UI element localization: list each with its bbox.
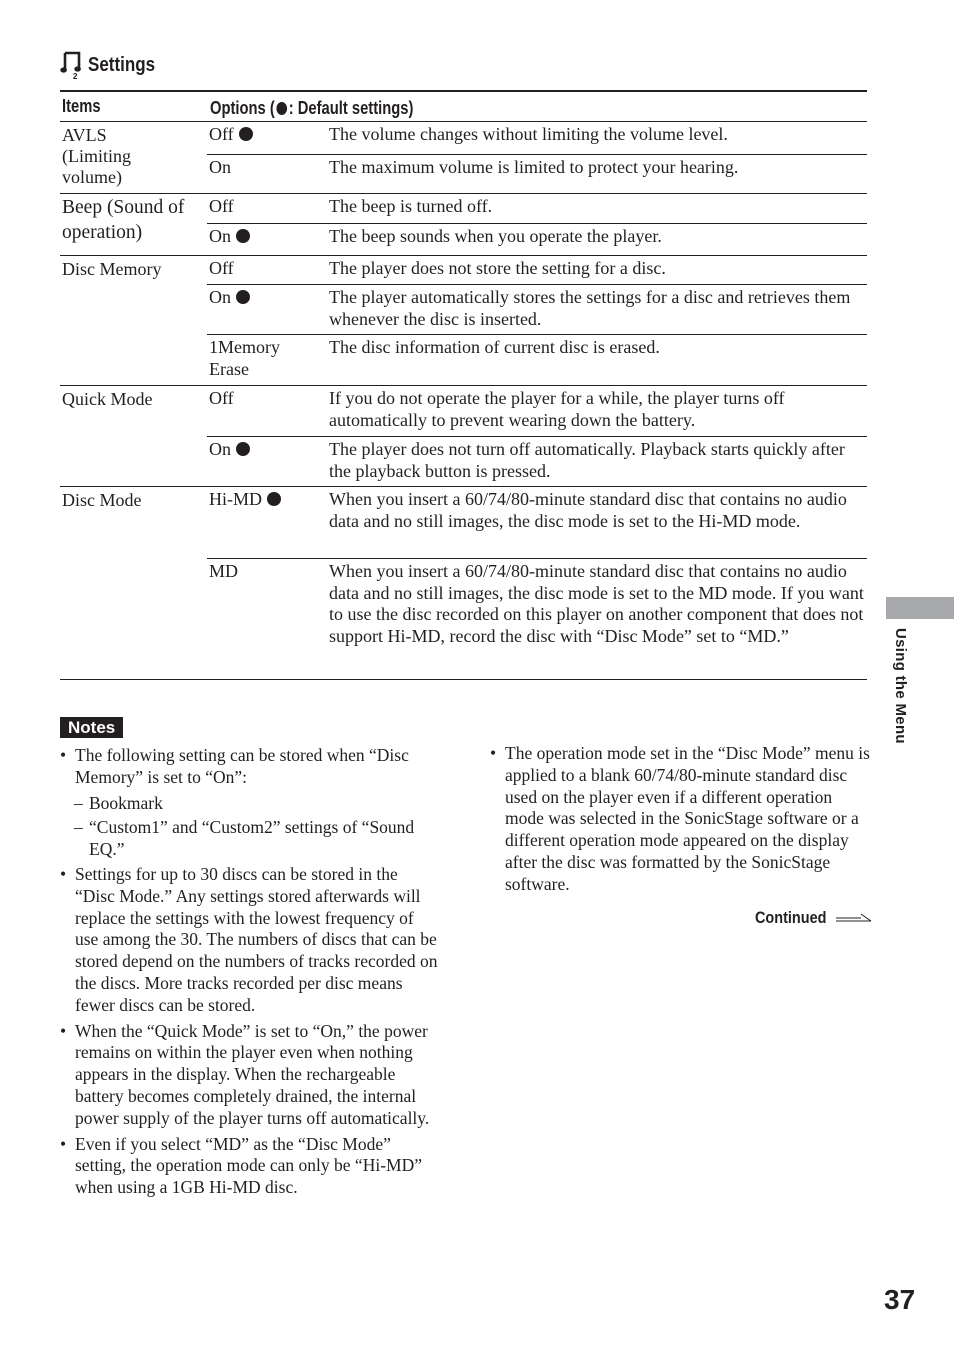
note-item: • The following setting can be stored when “Disc Memory” is set to “On”: [60, 745, 440, 789]
default-bullet-icon [239, 127, 253, 141]
table-row-disc-memory [60, 256, 867, 386]
item-label: Disc Memory [62, 259, 162, 279]
section-heading [60, 50, 167, 80]
settings-table [60, 90, 867, 680]
note-item: • When the “Quick Mode” is set to “On,” the power remains on within the player even when nothing appears in the display. When the rechargeable battery becomes completely drained, the internal power supply of the player turns off automatically. [60, 1021, 440, 1130]
option-row: Off The player does not store the setting for a disc. [207, 256, 867, 285]
note-item: • Settings for up to 30 discs can be stored in the “Disc Mode.” Any settings stored afterwards will replace the settings with the lowest frequency of use among the 30. The numbers of discs that can be stored depend on the numbers of tracks recorded on the discs. More tracks recorded per disc means fewer discs can be stored. [60, 864, 440, 1017]
table-row-quick-mode [60, 386, 867, 487]
header-options: Options ( : Default settings) [210, 98, 414, 118]
option-row: MD When you insert a 60/74/80-minute standard disc that contains no audio data and no still images, the disc mode is set to the MD mode. If you want to use the disc recorded on this player on another component that does not support Hi-MD, record the disc with “Disc Mode” set to “MD.” [207, 559, 867, 679]
option-description: The player does not store the setting for a disc. [329, 258, 666, 278]
item-label: Disc Mode [62, 490, 142, 510]
note-subitem: – Bookmark [74, 792, 163, 813]
item-label: AVLS (Limiting volume) [62, 125, 131, 187]
notes-right-column [490, 743, 870, 900]
option-row: On The player does not turn off automatically. Playback starts quickly after the playback button is pressed. [207, 437, 867, 486]
option-description: The volume changes without limiting the volume level. [329, 124, 728, 144]
option-description: If you do not operate the player for a while, the player turns off automatically to prevent wearing down the battery. [329, 388, 785, 430]
table-row-disc-mode [60, 487, 867, 680]
option-row: Off If you do not operate the player for a while, the player turns off automatically to prevent wearing down the battery. [207, 386, 867, 437]
continued-marker [755, 908, 873, 928]
option-description: The disc information of current disc is erased. [329, 337, 660, 357]
page-number: 37 [884, 1284, 916, 1315]
music-note-icon [60, 50, 82, 80]
svg-text:2: 2 [73, 72, 78, 80]
option-row: On The maximum volume is limited to protect your hearing. [207, 155, 867, 193]
table-header [60, 90, 867, 122]
continued-label: Continued [755, 908, 827, 927]
note-item: • The operation mode set in the “Disc Mode” menu is applied to a blank 60/74/80-minute standard disc used on the player even if a different operation mode was selected in the SonicStage software or a different operation mode appeared on the display after the disc was formatted by the SonicStage software. [490, 743, 870, 896]
option-row: 1Memory Erase The disc information of current disc is erased. [207, 335, 867, 385]
note-item: • Even if you select “MD” as the “Disc Mode” setting, the operation mode can only be “Hi-MD” when using a 1GB Hi-MD disc. [60, 1134, 440, 1199]
option-description: The player automatically stores the settings for a disc and retrieves them whenever the disc is inserted. [329, 287, 851, 329]
option-row: Off The volume changes without limiting the volume level. [207, 122, 867, 155]
side-tab-marker [886, 597, 954, 619]
option-description: The beep is turned off. [329, 196, 493, 216]
page-title: Settings [88, 53, 156, 76]
default-bullet-icon [267, 492, 281, 506]
note-subitem: – “Custom1” and “Custom2” settings of “Sound EQ.” [74, 817, 415, 860]
option-row: On The beep sounds when you operate the player. [207, 224, 867, 255]
item-label: Quick Mode [62, 389, 153, 409]
notes-left-column [60, 745, 440, 1203]
default-bullet-icon [236, 290, 250, 304]
table-row-avls [60, 122, 867, 194]
table-row-beep [60, 194, 867, 256]
option-description: When you insert a 60/74/80-minute standard disc that contains no audio data and no still images, the disc mode is set to the MD mode. If you want to use the disc recorded on this player on another component that does not support Hi-MD, record the disc with “Disc Mode” set to “MD.” [329, 561, 864, 646]
option-description: The player does not turn off automatically. Playback starts quickly after the playback button is pressed. [329, 439, 845, 481]
continued-arrow-icon [835, 912, 873, 924]
notes-badge: Notes [60, 717, 123, 738]
option-description: The maximum volume is limited to protect your hearing. [329, 157, 739, 177]
option-row: Off The beep is turned off. [207, 194, 867, 224]
option-description: The beep sounds when you operate the player. [329, 226, 662, 246]
default-bullet-icon [236, 442, 250, 456]
option-description: When you insert a 60/74/80-minute standard disc that contains no audio data and no still images, the disc mode is set to the Hi-MD mode. [329, 489, 847, 531]
default-bullet-icon [236, 229, 250, 243]
item-label: Beep (Sound of operation) [62, 197, 185, 243]
default-bullet-icon [276, 102, 287, 115]
option-row: On The player automatically stores the settings for a disc and retrieves them whenever the disc is inserted. [207, 285, 867, 335]
header-items: Items [62, 96, 101, 116]
side-tab-label: Using the Menu [892, 628, 909, 744]
option-row: Hi-MD When you insert a 60/74/80-minute standard disc that contains no audio data and no still images, the disc mode is set to the Hi-MD mode. [207, 487, 867, 559]
